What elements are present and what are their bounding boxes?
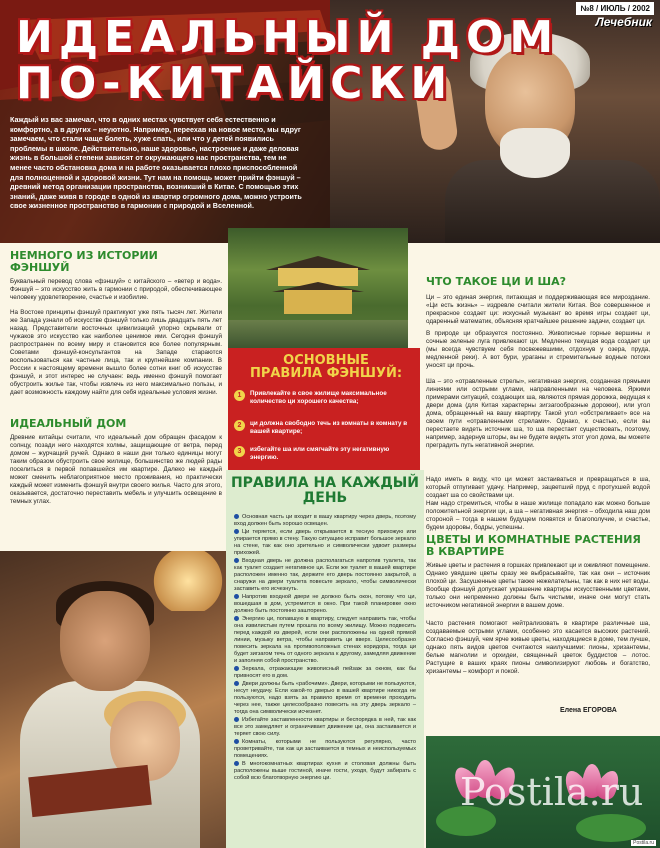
rule-text: ци должна свободно течь из комнаты в комнату в вашей квартире; xyxy=(250,420,408,435)
list-item-text: Зеркала, отражающие живописный пейзаж за окном, как бы привносят его в дом. xyxy=(234,666,416,679)
pavilion-lower xyxy=(284,290,352,314)
family-photo xyxy=(0,551,226,848)
ideal-home-title: ИДЕАЛЬНЫЙ ДОМ xyxy=(10,417,127,430)
rule-number: 3 xyxy=(234,446,245,457)
rule-number: 2 xyxy=(234,420,245,431)
qi-sha-title: ЧТО ТАКОЕ ЦИ И ША? xyxy=(426,275,567,288)
everyday-rules-list xyxy=(234,514,416,783)
list-item xyxy=(234,616,416,665)
bullet-icon xyxy=(234,529,239,534)
qi-sha-paragraph-2: В природе ци образуется постоянно. Живописные горные вершины и сочные зеленые луга привлекают ци. Медленно текущая вода создает ци (мы всегда чувствуем себя посвежевшими, отдохнув у озера, пруда, медленной реки). А вот бури, ураганы и стремительные водные потоки уносят ци прочь. xyxy=(426,330,650,369)
bullet-icon xyxy=(234,558,239,563)
list-item xyxy=(234,666,416,680)
flowers-paragraph-2: Часто растения помогают нейтрализовать в квартире различные ша, создаваемые острыми углами, особенно это касается высоких растений. Согласно фэншуй, чем ярче живые цветы, находящиеся в доме, тем лучше, однако пять видов цветов считаются наилучшими: пионы, хризантемы, белые магнолии и орхидеи, священный цветок буддистов – лотос. Растущие в ваших краях пионы символизируют любовь и богатство, хризантемы – комфорт и покой. xyxy=(426,620,650,675)
flowers-title: ЦВЕТЫ И КОМНАТНЫЕ РАСТЕНИЯ В КВАРТИРЕ xyxy=(426,533,641,558)
issue-info: №8 / ИЮЛЬ / 2002 xyxy=(576,2,654,15)
bullet-icon xyxy=(234,717,239,722)
list-item xyxy=(234,529,416,557)
history-paragraph-2: На Востоке принципы фэншуй практикуют уже пять тысяч лет. Жители же Запада узнали об искусстве фэншуй только лишь двадцать пять лет назад. Представители восточных цивилизаций упорно скрывали от чужаков это искусство как наиболее ценимое ими. Сегодня фэншуй распространен по всему миру и становится все более популярным. Советами фэншуй-консультантов на Западе стараются воспользоваться как частные лица, так и крупнейшие компании. В России к настоящему времени вышло более сотни книг об искусстве фэншуй, и этот интерес не случаен: ведь именно фэншуй помогает обустроить жилье так, чтобы извлечь из него максимально пользы, и дает возможность каждому найти для себя идеальные условия жизни. xyxy=(10,309,222,396)
flowers-paragraph-1: Живые цветы и растения в горшках привлекают ци и оживляют помещение. Однако увядшие цветы сразу же выбрасывайте, так как они – источник плохой ци. Засушенные цветы также нежелательны, так как в них нет воды. Вообще фэншуй допускает украшение квартиры искусственными цветами, только они непременно должны быть чистыми, иначе они могут стать источником негативной энергии в вашем доме. xyxy=(426,562,650,609)
golden-pavilion-photo xyxy=(228,228,408,348)
everyday-rules-box xyxy=(226,470,424,848)
history-paragraph-1: Буквальный перевод слова «фэншуй» с китайского – «ветер и вода». Фэншуй – это искусство жить в гармонии с природой, обеспечивающее человеку удовлетворение, счастье и изобилие. xyxy=(10,278,222,301)
list-item xyxy=(234,594,416,615)
list-item-text: В многокомнатных квартирах кухня и столовая должны быть расположены выше гостиной, иначе гости, уходя, будут забирать с собой всю благотворную энергию ци. xyxy=(234,761,416,781)
bullet-icon xyxy=(234,739,239,744)
rule-text: избегайте ша или смягчайте эту негативную энергию. xyxy=(250,446,390,461)
man-beard xyxy=(500,128,570,178)
headline-line-1: ИДЕАЛЬНЫЙ ДОМ xyxy=(16,12,560,63)
list-item-text: Двери должны быть «рабочими». Двери, которыми не пользуются, несут неудачу. Если какой-то дверью в вашей квартире никогда не пользуются, надо взять за правило время от времени проходить через нее, также целесообразно повесить на эту дверь зеркало – тогда она символически исчезнет. xyxy=(234,681,416,715)
qi-sha-paragraph-3: Ша – это «отравленные стрелы», негативная энергия, созданная прямыми линиями или острыми углами, направленными на человека. Яркими примерами ситуаций, создающих ша, являются прямая дорожка, ведущая к двери дома (для Китая характерны зигзагообразные дорожки), или угол дома, обращенный на вашу квартиру. Такой угол «обстреливает» все на своем пути «отравленными стрелами». Однако, к счастью, если вы перестаете видеть источник ша, то ша перестает существовать, поэтому, например, задернув шторы, вы не будете видеть этот угол дома, вы можете преградить путь негативной энергии. xyxy=(426,378,650,449)
list-item-text: Напротив входной двери не должно быть окон, потому что ци, вошедшая в дом, устремится в окно. При такой планировке окно должно быть постоянно зашторено. xyxy=(234,594,416,614)
qi-sha-paragraph-1: Ци – это единая энергия, питающая и поддерживающая все мироздание. «Ци есть жизнь» – издревле считали жители Китая. Все совершенное и прекрасное создает ци: искусный музыкант во время игры создает ци, одаренный математик, объясняя кратчайшее решение задачи, создает ци. xyxy=(426,294,650,325)
list-item-text: Входная дверь не должна располагаться напротив туалета, так как туалет создает негативное ци. Если же туалет в вашей квартире расположен именно так, держите его дверь постоянно закрытой, а снаружи на двери туалета повесьте зеркало, чтобы символически заставить его исчезнуть. xyxy=(234,558,416,592)
list-item-text: Основная часть ци входит в вашу квартиру через дверь, поэтому вход должен быть хорошо освещен. xyxy=(234,514,416,527)
list-item xyxy=(234,739,416,760)
ideal-home-paragraph: Древние китайцы считали, что идеальный дом обращен фасадом к солнцу, позади него находятся холмы, защищающие от ветра, перед домом – журчащий ручей. Однако в наши дни только единицы могут таким образом обустроить свое жилище, большинство же людей рады поселиться в первой попавшейся им квартире. Далеко не каждый может сменить неблагоприятное место проживания, но практически каждый может изменить фэншуй внутри своего жилья. Часто для этого, оказывается, достаточно переставить мебель и улучшить освещение в темных углах. xyxy=(10,434,222,505)
list-item xyxy=(234,717,416,738)
hero-photo xyxy=(0,0,660,243)
magazine-brand: Лечебник xyxy=(595,15,652,29)
lily-pad xyxy=(576,814,646,842)
list-item xyxy=(234,681,416,716)
basic-rule-1 xyxy=(237,390,415,405)
rule-number: 1 xyxy=(234,390,245,401)
basic-rules-box xyxy=(228,348,420,470)
watermark: Postila.ru xyxy=(460,770,644,814)
basic-rules-title: ОСНОВНЫЕ ПРАВИЛА ФЭНШУЙ: xyxy=(249,353,403,381)
rule-text: Привлекайте в свое жилище максимальное количество ци хорошего качества; xyxy=(250,390,387,405)
bullet-icon xyxy=(234,616,239,621)
list-item xyxy=(234,514,416,528)
author-signature: Елена ЕГОРОВА xyxy=(560,707,617,714)
bullet-icon xyxy=(234,681,239,686)
bullet-icon xyxy=(234,666,239,671)
headline-line-2: ПО-КИТАЙСКИ xyxy=(16,58,454,109)
everyday-rules-title: ПРАВИЛА НА КАЖДЫЙ ДЕНЬ xyxy=(230,475,420,506)
basic-rule-2 xyxy=(237,420,415,435)
list-item xyxy=(234,761,416,782)
list-item-text: Комнаты, которыми не пользуются регулярно, часто проветривайте, так как ци застаивается в темных и неиспользуемых помещениях. xyxy=(234,739,416,759)
bullet-icon xyxy=(234,761,239,766)
father-face xyxy=(60,591,150,691)
intro-paragraph: Каждый из вас замечал, что в одних местах чувствует себя естественно и комфортно, а в других – неуютно. Например, переехав на новое место, мы вдруг замечаем, что стали чаще болеть, хуже спать, или что у детей появились проблемы в школе. Действительно, наше здоровье, настроение и даже деловая жизнь в большой степени зависят от окружающего нас пространства, тем не менее часто обстановка дома и на работе оказывается плохо приспособленной для полноценной и здоровой жизни. Тут нам на помощь может прийти фэншуй – древний метод организации пространства, возникший в Китае. С помощью этих знаний, даже живя в городе в одной из квартир огромного дома, можно устроить свое жизненное пространство в гармонии с природой и Вселенной. xyxy=(10,115,302,211)
basic-rule-3 xyxy=(237,446,415,461)
pond xyxy=(228,320,408,348)
bullet-icon xyxy=(234,594,239,599)
list-item-text: Энергию ци, попавшую в квартиру, следует направить так, чтобы она извилистым путем прошла по всему жилищу. Можно подвесить перед каждой из дверей, если они расположены на одной прямой линии, музыку ветра, чтобы направить ци вверх. Целесообразно повесить зеркала на противоположных стенах коридора, тогда ци будет зигзагом течь от одного зеркала к другому, замедляя движение и заполняя собой пространство. xyxy=(234,616,416,664)
list-item-text: Избегайте заставленности квартиры и беспорядка в ней, так как все это замедляет и ограничивает движение ци, она застаивается и теряет свою силу. xyxy=(234,717,416,737)
list-item-text: Ци теряется, если дверь открывается в тесную прихожую или упирается прямо в стену. Такую ситуацию исправит большое зеркало на стене, так как оно зрительно и символически удвоит размеры прихожей. xyxy=(234,529,416,556)
source-credit: Postila.ru xyxy=(633,840,654,846)
qi-sha-paragraph-4: Надо иметь в виду, что ци может застаиваться и превращаться в ша, который отпугивает удачу. Например, зацветший пруд с протухшей водой создает ша со свойствами ци. xyxy=(426,476,650,499)
lamp-light xyxy=(150,551,226,611)
list-item xyxy=(234,558,416,593)
history-title: НЕМНОГО ИЗ ИСТОРИИ ФЭНШУЙ xyxy=(10,249,158,274)
bullet-icon xyxy=(234,514,239,519)
qi-sha-paragraph-5: Нам надо стремиться, чтобы в наше жилище попадало как можно больше положительной энергии ци, а ша – негативная энергия – обходила наш дом стороной – тогда в нашем будущем появятся и благополучие, и счастье, будем здоровы, бодры, успешны. xyxy=(426,500,650,531)
